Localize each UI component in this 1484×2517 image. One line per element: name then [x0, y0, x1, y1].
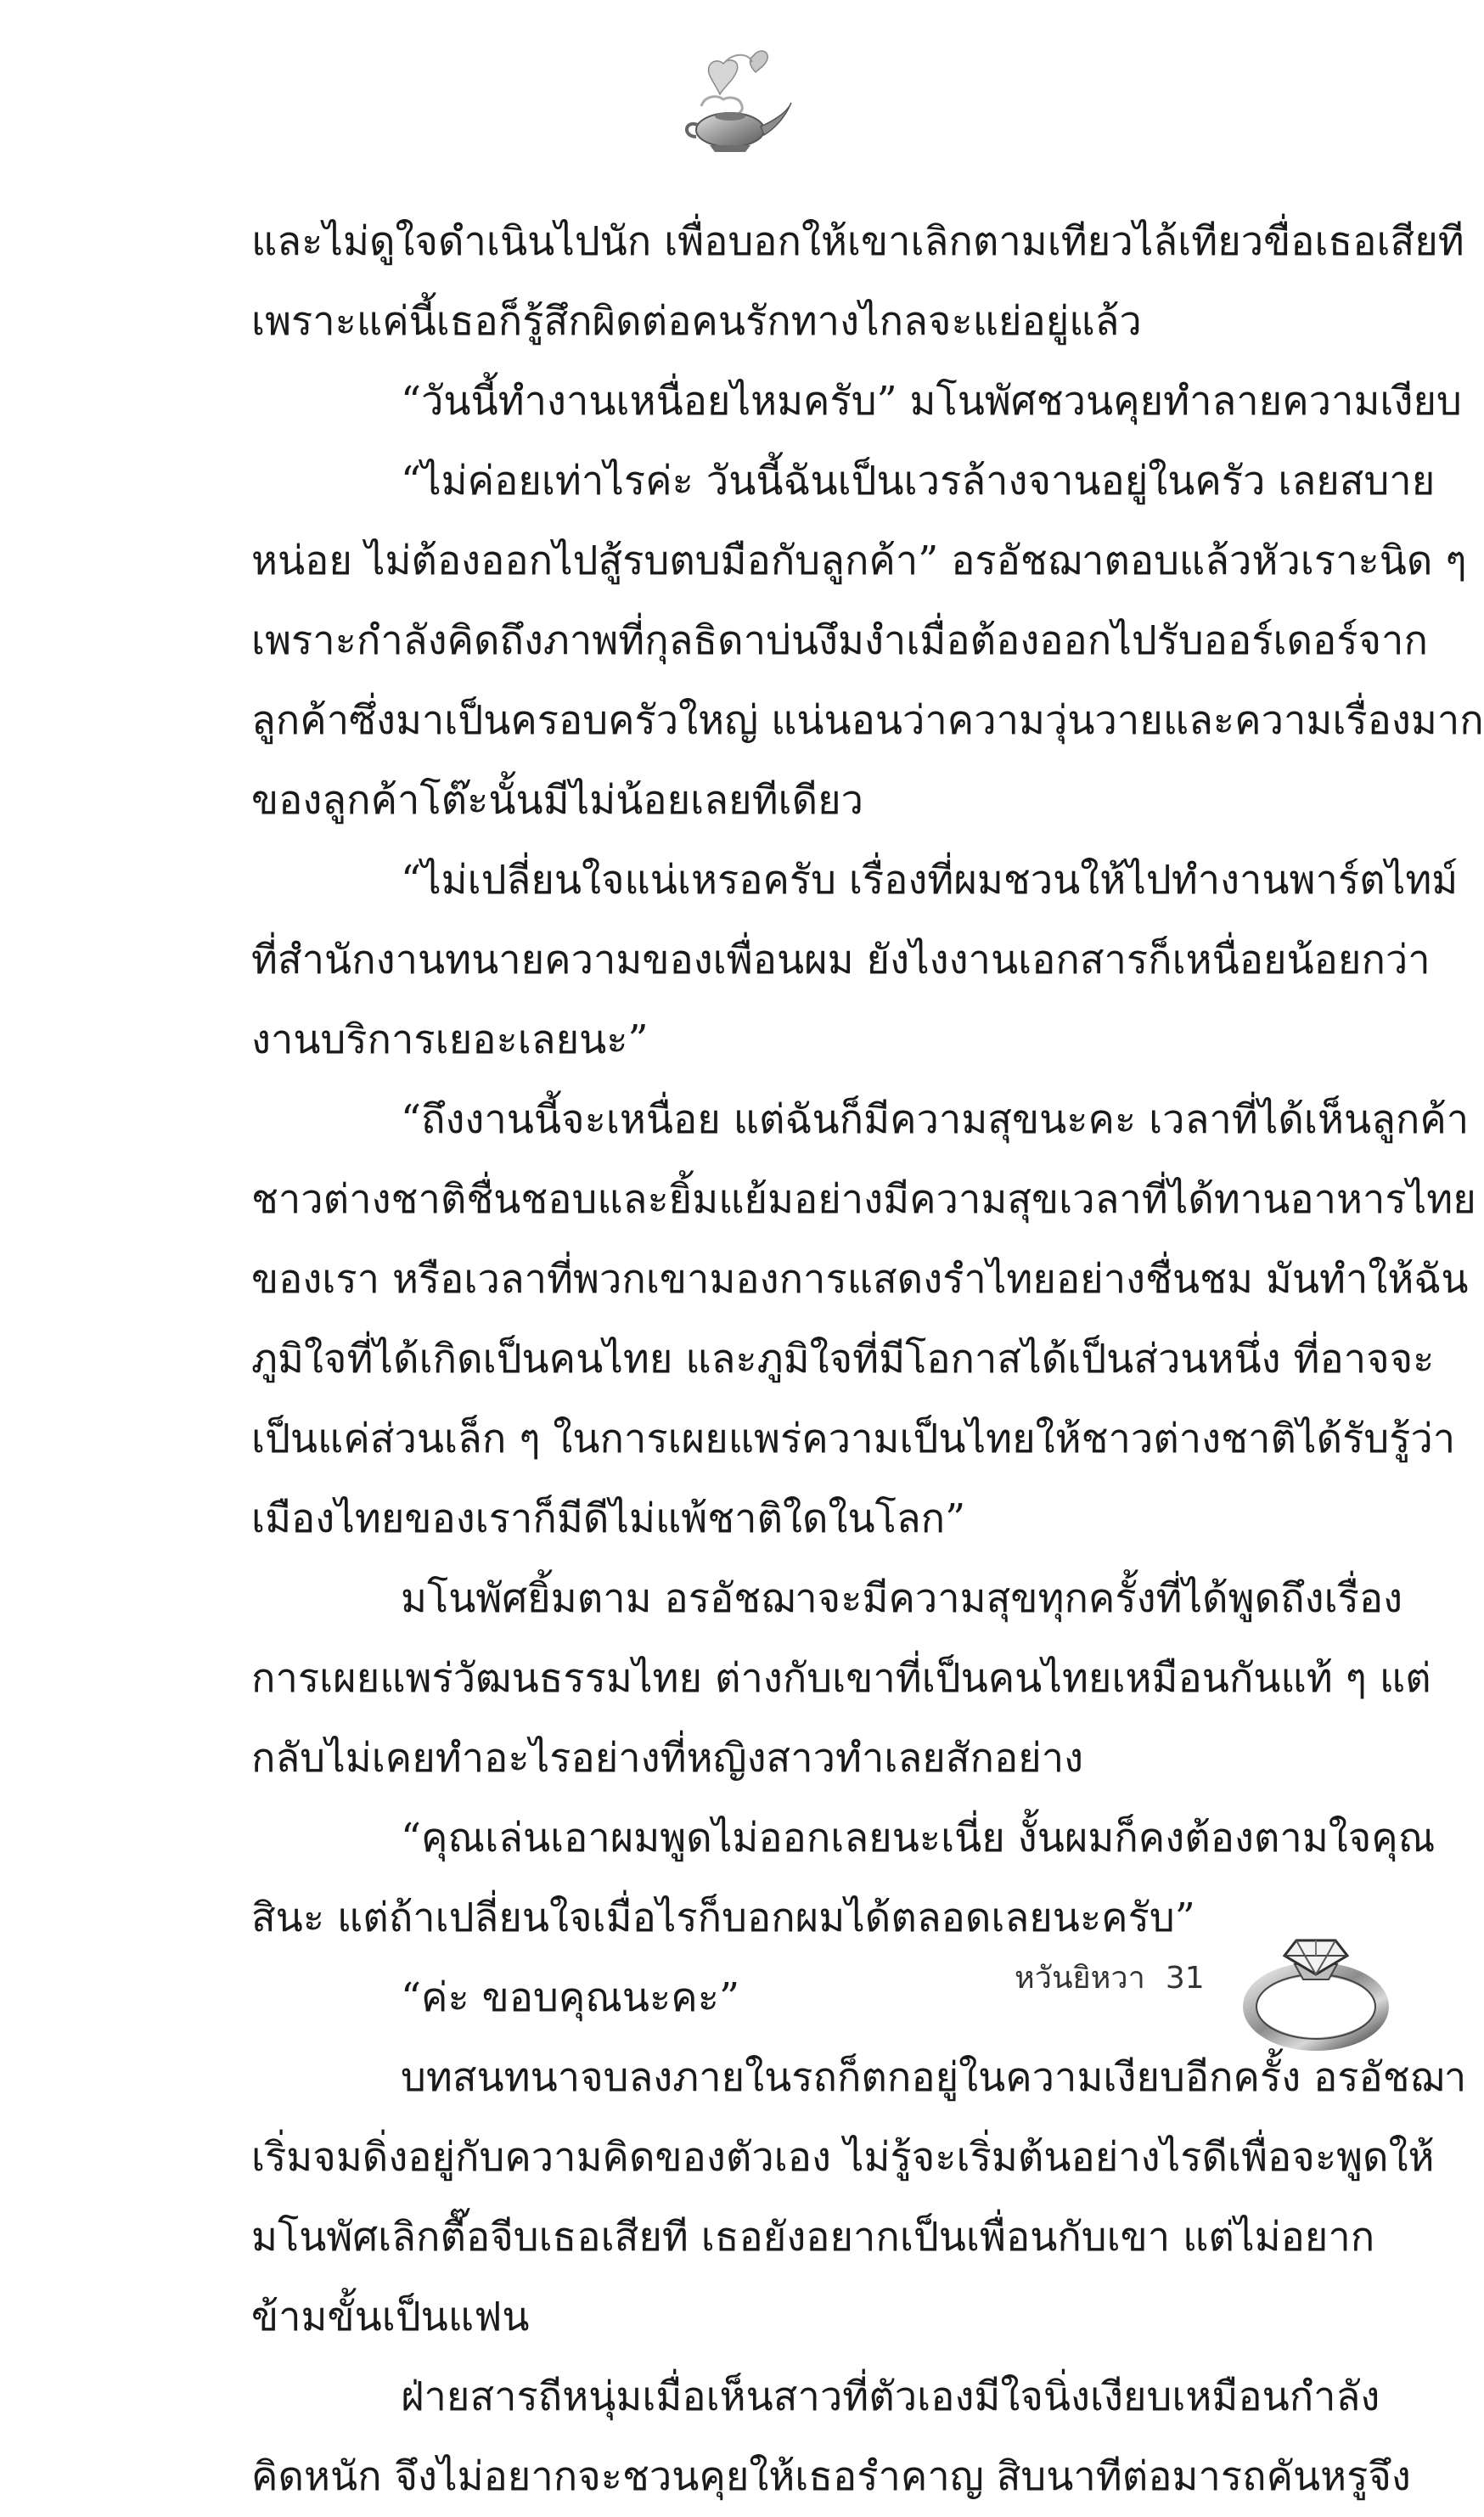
page-footer [1015, 1953, 1205, 2004]
diamond-ring-icon [1235, 1915, 1397, 2059]
paragraph-block [251, 202, 1484, 2517]
text-line: และไม่ดูใจดำเนินไปนัก เพื่อบอกให้เขาเลิกตามเทียวไล้เทียวขื่อเธอเสียที [251, 218, 1464, 265]
text-line: ภูมิใจที่ได้เกิดเป็นคนไทย และภูมิใจที่มีโอกาสได้เป็นส่วนหนึ่ง ที่อาจจะ [251, 1336, 1435, 1382]
text-line: เป็นแค่ส่วนเล็ก ๆ ในการเผยแพร่ความเป็นไทยให้ชาวต่างชาติได้รับรู้ว่า [251, 1416, 1456, 1462]
text-line: ชาวต่างชาติชื่นชอบและยิ้มแย้มอย่างมีความสุขเวลาที่ได้ทานอาหารไทย [251, 1176, 1476, 1223]
text-line: บทสนทนาจบลงภายในรถก็ตกอยู่ในความเงียบอีกครั้ง อรอัชฌา [401, 2054, 1467, 2101]
body-text [251, 202, 1484, 2517]
page-number: 31 [1165, 1961, 1205, 1996]
text-line: งานบริการเยอะเลยนะ” [251, 1016, 649, 1063]
text-line: กลับไม่เคยทำอะไรอย่างที่หญิงสาวทำเลยสักอย่าง [251, 1735, 1084, 1782]
text-line: คิดหนัก จึงไม่อยากจะชวนคุยให้เธอรำคาญ สิบนาทีต่อมารถคันหรูจึง [251, 2453, 1411, 2500]
teapot-with-cupid-icon [676, 47, 795, 161]
text-line: ที่สำนักงานทนายความของเพื่อนผม ยังไงงานเอกสารก็เหนื่อยน้อยกว่า [251, 937, 1431, 983]
book-title: หวันยิหวา [1015, 1961, 1145, 1996]
text-line: ของเรา หรือเวลาที่พวกเขามองการแสดงรำไทยอย่างชื่นชม มันทำให้ฉัน [251, 1256, 1469, 1303]
text-line: เพราะกำลังคิดถึงภาพที่กุลธิดาบ่นงึมงำเมื่อต้องออกไปรับออร์เดอร์จาก [251, 617, 1428, 664]
text-line: “คุณเล่นเอาผมพูดไม่ออกเลยนะเนี่ย งั้นผมก็คงต้องตามใจคุณ [401, 1815, 1436, 1861]
text-line: ฝ่ายสารถีหนุ่มเมื่อเห็นสาวที่ตัวเองมีใจนิ่งเงียบเหมือนกำลัง [401, 2373, 1380, 2420]
text-line: เริ่มจมดิ่งอยู่กับความคิดของตัวเอง ไม่รู้จะเริ่มต้นอย่างไรดีเพื่อจะพูดให้ [251, 2134, 1435, 2181]
text-line: เมืองไทยของเราก็มีดีไม่แพ้ชาติใดในโลก” [251, 1495, 966, 1542]
text-line: “วันนี้ทำงานเหนื่อยไหมครับ” มโนพัศชวนคุยทำลายความเงียบ [401, 378, 1462, 425]
text-line: มโนพัศยิ้มตาม อรอัชฌาจะมีความสุขทุกครั้งที่ได้พูดถึงเรื่อง [401, 1575, 1403, 1622]
text-line: สินะ แต่ถ้าเปลี่ยนใจเมื่อไรก็บอกผมได้ตลอดเลยนะครับ” [251, 1895, 1195, 1941]
text-line: หน่อย ไม่ต้องออกไปสู้รบตบมือกับลูกค้า” อรอัชฌาตอบแล้วหัวเราะนิด ๆ [251, 538, 1467, 584]
text-line: ลูกค้าซึ่งมาเป็นครอบครัวใหญ่ แน่นอนว่าความวุ่นวายและความเรื่องมาก [251, 697, 1484, 744]
text-line: “ไม่ค่อยเท่าไรค่ะ วันนี้ฉันเป็นเวรล้างจานอยู่ในครัว เลยสบาย [401, 458, 1436, 504]
text-line: เพราะแค่นี้เธอก็รู้สึกผิดต่อคนรักทางไกลจะแย่อยู่แล้ว [251, 298, 1142, 345]
text-line: ข้ามขั้นเป็นแฟน [251, 2294, 530, 2340]
text-line: “ถึงงานนี้จะเหนื่อย แต่ฉันก็มีความสุขนะคะ เวลาที่ได้เห็นลูกค้า [401, 1096, 1470, 1143]
text-line: “ไม่เปลี่ยนใจแน่เหรอครับ เรื่องที่ผมชวนให้ไปทำงานพาร์ตไทม์ [401, 857, 1459, 904]
text-line: “ค่ะ ขอบคุณนะคะ” [401, 1974, 739, 2021]
text-line: ของลูกค้าโต๊ะนั้นมีไม่น้อยเลยทีเดียว [251, 777, 864, 824]
text-line: การเผยแพร่วัฒนธรรมไทย ต่างกับเขาที่เป็นคนไทยเหมือนกันแท้ ๆ แต่ [251, 1655, 1431, 1702]
text-line: มโนพัศเลิกตื๊อจีบเธอเสียที เธอยังอยากเป็นเพื่อนกับเขา แต่ไม่อยาก [251, 2214, 1375, 2261]
